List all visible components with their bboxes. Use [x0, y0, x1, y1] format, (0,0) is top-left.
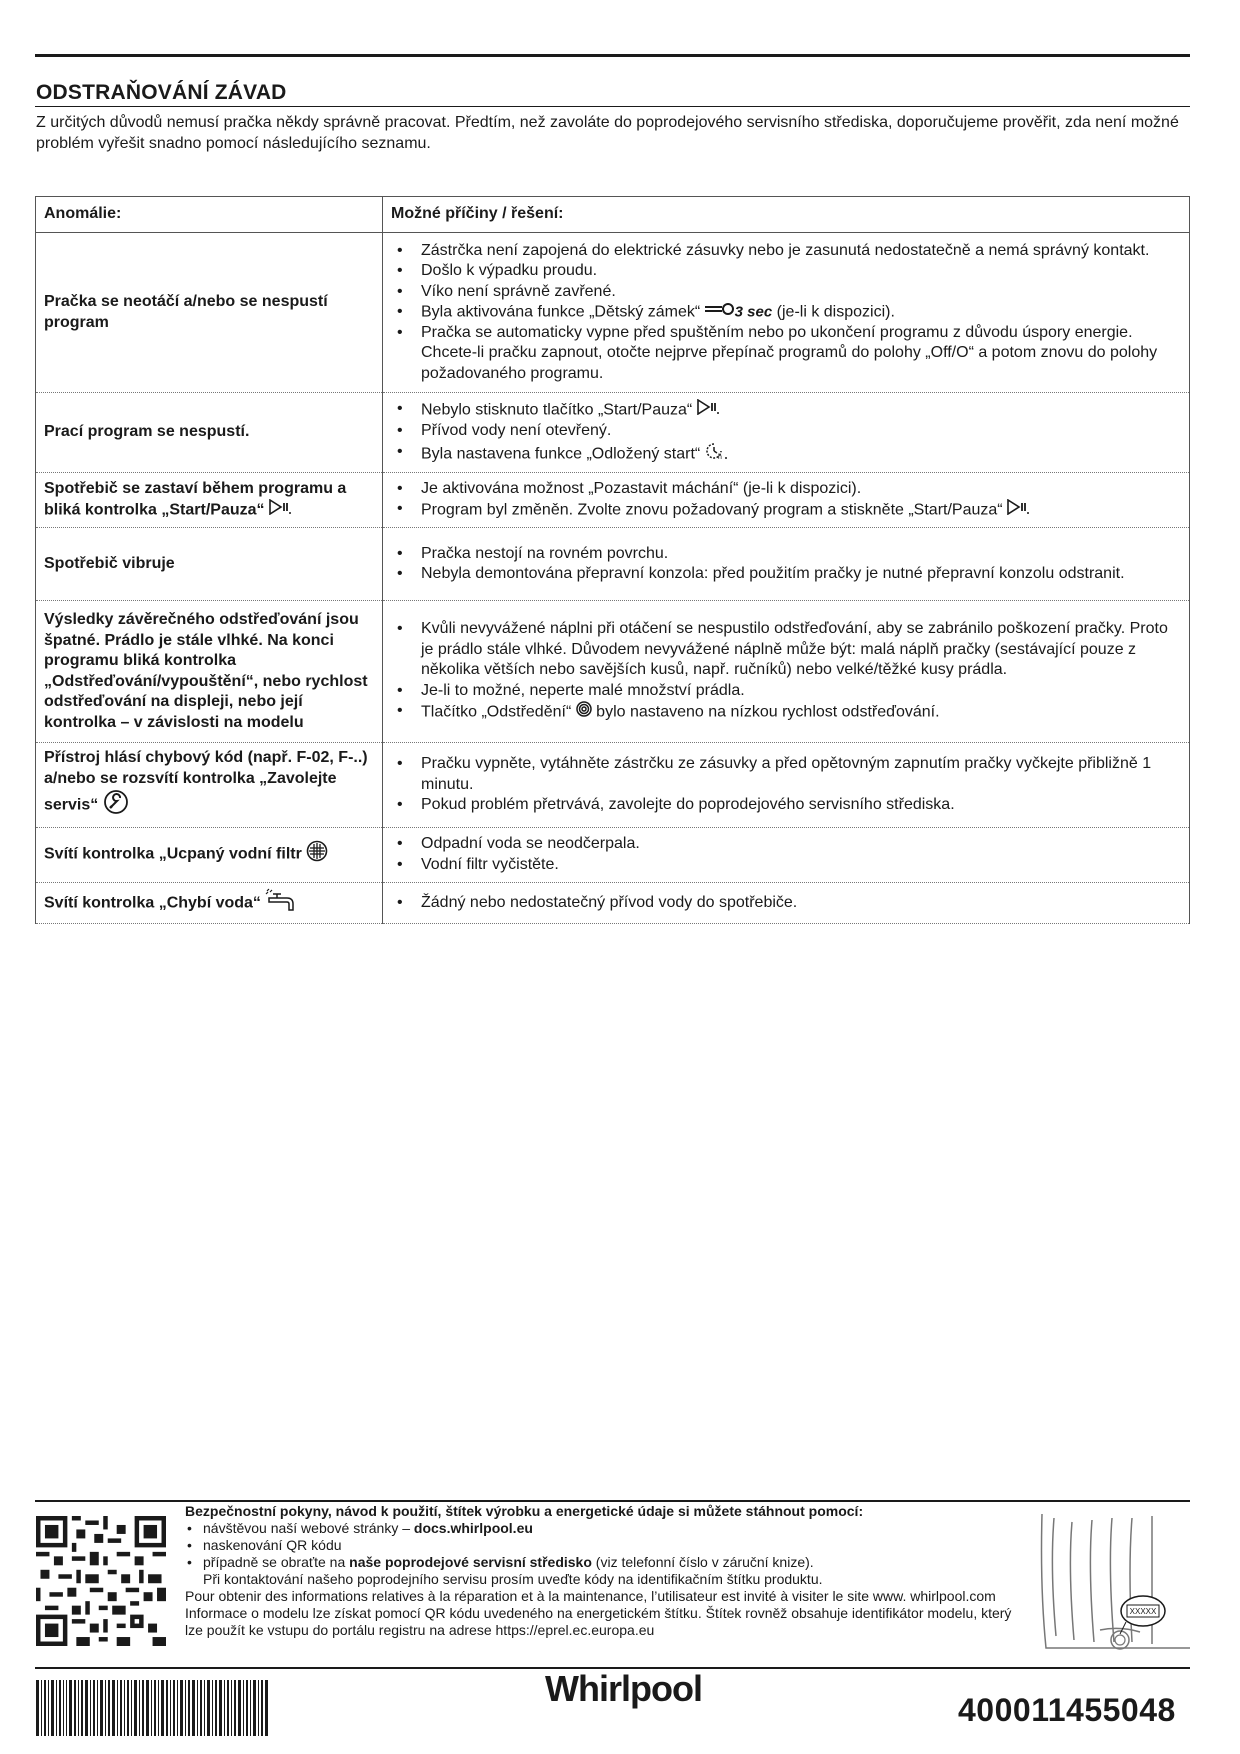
delay-start-icon	[705, 442, 727, 467]
start-pause-icon	[1007, 499, 1029, 522]
water-tap-icon	[265, 888, 299, 919]
anomaly-cell: Pračka se neotáčí a/nebo se nespustí program	[36, 233, 383, 393]
child-lock-after: (je-li k dispozici).	[772, 303, 895, 321]
service-text: případně se obraťte na	[203, 1554, 350, 1570]
list-item	[391, 701, 1181, 724]
anomaly-cell	[36, 473, 383, 528]
list-item: • Kvůli nevyvážené náplni při otáčení se nespustilo odstřeďování, aby se zabránilo poškození pračky. Proto je prádlo stále vlhké. Důvodem nevyvážené náplně může být: malá náplň pračky (sestávající pouze z několika větších nebo savějších kusů, např. ručníků) nebo velké/těžké kusy prádla.	[391, 619, 1181, 681]
anomaly-text: Svítí kontrolka „Ucpaný vodní filtr	[44, 845, 302, 863]
list-item: • naskenování QR kódu	[185, 1537, 1015, 1554]
causes-cell	[383, 882, 1190, 924]
table-header-row	[36, 197, 1190, 233]
footer-info	[185, 1503, 1015, 1639]
anomaly-text: Přístroj hlásí chybový kód (např. F-02, F-..) a/nebo se rozsvítí kontrolka „Zavolejte servis“	[44, 749, 368, 814]
causes-cell	[383, 743, 1190, 828]
list-item: • Je-li to možné, neperte malé množství prádla.	[391, 681, 1181, 702]
service-note: Při kontaktování našeho poprodejního servisu prosím uveďte kódy na identifikačním štítku produktu.	[203, 1571, 823, 1587]
child-lock-text: Byla aktivována funkce „Dětský zámek“	[421, 303, 701, 321]
delay-start-text: Byla nastavena funkce „Odložený start“	[421, 445, 701, 463]
list-item: • Víko není správně zavřené.	[391, 282, 1181, 303]
header-causes: Možné příčiny / řešení:	[383, 197, 1190, 233]
list-item: • Pračka nestojí na rovném povrchu.	[391, 544, 1181, 565]
label-code: XXXXX	[1129, 1607, 1157, 1616]
troubleshooting-table	[35, 196, 1190, 924]
anomaly-cell	[36, 827, 383, 882]
list-item	[185, 1520, 1015, 1537]
list-item: • Došlo k výpadku proudu.	[391, 261, 1181, 282]
start-pause-icon	[269, 499, 291, 522]
anomaly-cell: Výsledky závěrečného odstřeďování jsou špatné. Prádlo je stále vlhké. Na konci programu bliká kontrolka „Odstřeďování/vypouštění“, nebo rychlost odstřeďování na displeji, nebo její kontrolka – v závislosti na modelu	[36, 601, 383, 743]
table-row	[36, 528, 1190, 601]
list-item	[185, 1554, 1015, 1571]
anomaly-text: Spotřebič se zastaví během programu a bliká kontrolka „Start/Pauza“	[44, 479, 347, 519]
website-text: návštěvou naší webové stránky –	[203, 1520, 414, 1536]
product-label-location-illustration	[1040, 1508, 1190, 1658]
footer-rule-top	[35, 1500, 1190, 1502]
causes-cell	[383, 233, 1190, 393]
start-pause-text: Nebylo stisknuto tlačítko „Start/Pauza“	[421, 401, 693, 419]
whirlpool-logo: Whirlpool	[545, 1668, 702, 1709]
list-item	[391, 399, 1181, 422]
table-row	[36, 743, 1190, 828]
causes-cell	[383, 528, 1190, 601]
top-rule	[35, 54, 1190, 57]
spin-icon	[576, 701, 592, 724]
anomaly-text: Svítí kontrolka „Chybí voda“	[44, 893, 261, 911]
list-item: • Pračku vypněte, vytáhněte zástrčku ze zásuvky a před opětovným zapnutím pračky vyčkejte přibližně 1 minutu.	[391, 754, 1181, 795]
anomaly-cell	[36, 743, 383, 828]
list-item: • Je aktivována možnost „Pozastavit máchání“ (je-li k dispozici).	[391, 479, 1181, 500]
table-row	[36, 882, 1190, 924]
list-item: • Odpadní voda se neodčerpala.	[391, 834, 1181, 855]
intro-paragraph: Z určitých důvodů nemusí pračka někdy správně pracovat. Předtím, než zavoláte do poprodejového servisního střediska, doporučujeme prověřit, zda není možné problém vyřešit snadno pomocí následujícího seznamu.	[36, 114, 1179, 152]
start-pause-icon	[697, 399, 719, 422]
list-item: • Pračka se automaticky vypne před spuštěním nebo po ukončení programu z důvodu úspory energie. Chcete-li pračku zapnout, otočte nejprve přepínač programů do polohy „Off/O“ a potom znovu do polohy požadovaného programu.	[391, 323, 1181, 385]
list-item: • Zástrčka není zapojená do elektrické zásuvky nebo je zasunutá nedostatečně a nemá správný kontakt.	[391, 241, 1181, 262]
anomaly-cell: Prací program se nespustí.	[36, 393, 383, 473]
filter-icon	[306, 840, 328, 869]
model-info: Informace o modelu lze získat pomocí QR kódu uvedeného na energetickém štítku. Štítek rovněž obsahuje identifikátor modelu, který lze použít ke vstupu do portálu registru na adrese https://eprel.ec.europa.eu	[185, 1605, 1012, 1638]
table-row	[36, 827, 1190, 882]
service-suffix-text: (viz telefonní číslo v záruční knize).	[591, 1554, 814, 1570]
french-note: Pour obtenir des informations relatives à la réparation et à la maintenance, l’utilisateur est invité à visiter le site www. whirlpool.com	[185, 1588, 996, 1604]
docs-link[interactable]: docs.whirlpool.eu	[413, 1520, 533, 1536]
anomaly-cell: Spotřebič vibruje	[36, 528, 383, 601]
list-item: • Přívod vody není otevřený.	[391, 421, 1181, 442]
table-row	[36, 601, 1190, 743]
footer-header: Bezpečnostní pokyny, návod k použití, štítek výrobku a energetické údaje si můžete stáhnout pomocí:	[185, 1503, 864, 1519]
child-lock-duration: 3 sec	[734, 303, 773, 321]
list-item: • Nebyla demontována přepravní konzola: před použitím pračky je nutné přepravní konzolu odstranit.	[391, 564, 1181, 585]
qr-code	[36, 1516, 166, 1646]
service-center-text: naše poprodejové servisní středisko	[349, 1554, 592, 1570]
list-item: • Vodní filtr vyčistěte.	[391, 855, 1181, 876]
key-lock-icon	[705, 302, 735, 323]
causes-cell	[383, 827, 1190, 882]
table-row	[36, 473, 1190, 528]
list-item: • Pokud problém přetrvává, zavolejte do poprodejového servisního střediska.	[391, 795, 1181, 816]
list-item	[391, 302, 1181, 323]
causes-cell	[383, 473, 1190, 528]
header-anomaly: Anomálie:	[36, 197, 383, 233]
list-item	[391, 442, 1181, 467]
spin-button-text: Tlačítko „Odstředění“	[421, 703, 572, 721]
page-title: ODSTRAŇOVÁNÍ ZÁVAD	[36, 81, 287, 104]
table-row	[36, 233, 1190, 393]
list-item: • Žádný nebo nedostatečný přívod vody do spotřebiče.	[391, 893, 1181, 914]
table-row	[36, 393, 1190, 473]
title-rule	[35, 106, 1190, 107]
program-changed-text: Program byl změněn. Zvolte znovu požadovaný program a stiskněte „Start/Pauza“	[421, 501, 1003, 519]
causes-cell	[383, 601, 1190, 743]
list-item	[391, 499, 1181, 522]
wrench-service-icon	[103, 789, 129, 822]
anomaly-cell	[36, 882, 383, 924]
product-code: 400011455048	[958, 1692, 1176, 1728]
barcode	[36, 1680, 268, 1736]
spin-button-after: bylo nastaveno na nízkou rychlost odstřeďování.	[591, 703, 940, 721]
svg-text:h: h	[717, 453, 722, 460]
causes-cell	[383, 393, 1190, 473]
